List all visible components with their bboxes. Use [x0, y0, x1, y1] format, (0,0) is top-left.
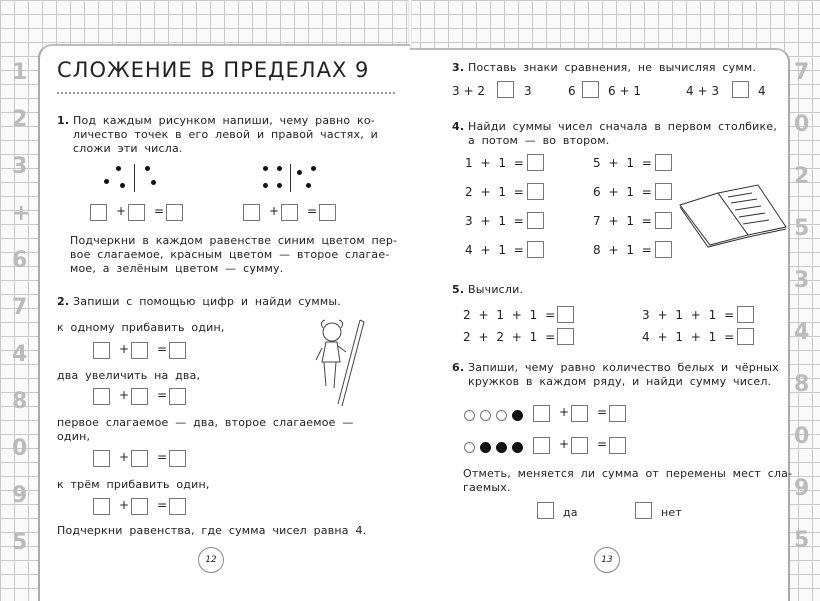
- plus-sign: +: [559, 437, 570, 451]
- answer-box[interactable]: [169, 498, 186, 515]
- plus-sign: +: [119, 342, 130, 356]
- answer-box[interactable]: [533, 437, 550, 454]
- answer-box[interactable]: [655, 183, 672, 200]
- equals-sign: =: [154, 204, 165, 218]
- margin-decor-digit: 7: [12, 295, 28, 320]
- black-circle-icon: [512, 442, 523, 453]
- task2-item: к трём прибавить один,: [57, 478, 210, 491]
- equals-sign: =: [307, 204, 318, 218]
- task6-note: гаемых.: [463, 481, 511, 494]
- compare-left: 6: [568, 84, 576, 98]
- answer-box[interactable]: [571, 437, 588, 454]
- equation-text: 6 + 1 =: [593, 185, 652, 199]
- answer-box[interactable]: [609, 437, 626, 454]
- dotted-divider: [57, 92, 395, 94]
- task2-text: Запиши с помощью цифр и найди суммы.: [73, 295, 341, 308]
- answer-box[interactable]: [571, 405, 588, 422]
- task1-note: мое, а зелёным цветом — сумму.: [70, 262, 284, 275]
- task-number: 3.: [452, 61, 465, 74]
- equation-text: 8 + 1 =: [593, 243, 652, 257]
- answer-box[interactable]: [557, 306, 574, 323]
- task6-note: Отметь, меняется ли сумма от перемены мест сла-: [463, 467, 793, 480]
- equation-text: 7 + 1 =: [593, 214, 652, 228]
- plus-sign: +: [116, 204, 127, 218]
- answer-box[interactable]: [609, 405, 626, 422]
- answer-box[interactable]: [527, 212, 544, 229]
- answer-box[interactable]: [128, 204, 145, 221]
- yes-checkbox[interactable]: [537, 502, 554, 519]
- task2-note: Подчеркни равенства, где сумма чисел равна 4.: [57, 524, 367, 537]
- margin-decor-digit: 4: [794, 320, 810, 345]
- no-checkbox[interactable]: [635, 502, 652, 519]
- answer-box[interactable]: [93, 342, 110, 359]
- plus-sign: +: [559, 405, 570, 419]
- answer-box[interactable]: [737, 306, 754, 323]
- plus-sign: +: [119, 498, 130, 512]
- equation-text: 2 + 1 =: [465, 185, 524, 199]
- margin-decor-digit: 8: [12, 389, 28, 414]
- task2-item: один,: [57, 430, 91, 443]
- equation-text: 4 + 1 =: [465, 243, 524, 257]
- compare-right: 6 + 1: [608, 84, 641, 98]
- answer-box[interactable]: [533, 405, 550, 422]
- answer-box[interactable]: [737, 328, 754, 345]
- answer-box[interactable]: [527, 154, 544, 171]
- task4-text: а потом — во втором.: [468, 134, 610, 147]
- equation-text: 2 + 2 + 1 =: [463, 330, 556, 344]
- white-circle-icon: [464, 442, 475, 453]
- equals-sign: =: [157, 342, 168, 356]
- task-number: 1.: [57, 114, 70, 127]
- task1-text: Под каждым рисунком напиши, чему равно ко-: [73, 114, 375, 127]
- task2-item: первое слагаемое — два, второе слагаемое —: [57, 416, 354, 429]
- equation-text: 5 + 1 =: [593, 156, 652, 170]
- task2-item: к одному прибавить один,: [57, 321, 225, 334]
- answer-box[interactable]: [281, 204, 298, 221]
- equation-text: 2 + 1 + 1 =: [463, 308, 556, 322]
- answer-box[interactable]: [131, 388, 148, 405]
- task-number: 4.: [452, 120, 465, 133]
- answer-box[interactable]: [131, 342, 148, 359]
- white-circle-icon: [480, 410, 491, 421]
- answer-box[interactable]: [655, 241, 672, 258]
- margin-decor-digit: 5: [794, 528, 810, 553]
- answer-box[interactable]: [655, 212, 672, 229]
- margin-decor-digit: 5: [12, 530, 28, 555]
- compare-box[interactable]: [497, 81, 514, 98]
- margin-decor-digit: 0: [12, 436, 28, 461]
- task6-text: кружков в каждом ряду, и найди сумму чисел.: [468, 375, 772, 388]
- margin-decor-digit: 9: [12, 483, 28, 508]
- equals-sign: =: [597, 437, 608, 451]
- answer-box[interactable]: [93, 498, 110, 515]
- margin-decor-digit: 2: [794, 164, 810, 189]
- equals-sign: =: [157, 450, 168, 464]
- open-notebook-illustration: [678, 183, 788, 249]
- white-circle-icon: [496, 410, 507, 421]
- compare-right: 4: [758, 84, 766, 98]
- answer-box[interactable]: [655, 154, 672, 171]
- plus-sign: +: [119, 450, 130, 464]
- equals-sign: =: [157, 498, 168, 512]
- margin-decor-digit: 0: [794, 424, 810, 449]
- equals-sign: =: [157, 388, 168, 402]
- margin-decor-digit: 3: [794, 268, 810, 293]
- task4-text: Найди суммы чисел сначала в первом столбике,: [468, 120, 778, 133]
- margin-decor-digit: 6: [12, 248, 28, 273]
- answer-box[interactable]: [90, 204, 107, 221]
- margin-decor-digit: 2: [12, 107, 28, 132]
- margin-decor-digit: 9: [794, 476, 810, 501]
- equation-text: 3 + 1 =: [465, 214, 524, 228]
- answer-box[interactable]: [166, 204, 183, 221]
- margin-decor-digit: +: [12, 201, 31, 226]
- task6-text: Запиши, чему равно количество белых и чёрных: [468, 361, 779, 374]
- answer-box[interactable]: [169, 450, 186, 467]
- black-circle-icon: [496, 442, 507, 453]
- margin-decor-digit: 0: [794, 112, 810, 137]
- answer-box[interactable]: [527, 241, 544, 258]
- task5-text: Вычисли.: [468, 283, 524, 296]
- page-title: СЛОЖЕНИЕ В ПРЕДЕЛАХ 9: [57, 58, 370, 82]
- margin-decor-digit: 1: [12, 60, 28, 85]
- margin-decor-digit: 8: [794, 372, 810, 397]
- plus-sign: +: [269, 204, 280, 218]
- equals-sign: =: [597, 405, 608, 419]
- compare-box[interactable]: [732, 81, 749, 98]
- task1-note: Подчеркни в каждом равенстве синим цветом пер-: [70, 234, 398, 247]
- compare-box[interactable]: [582, 81, 599, 98]
- answer-box[interactable]: [93, 388, 110, 405]
- white-circle-icon: [464, 410, 475, 421]
- task1-text: личество точек в его левой и правой частях, и: [73, 128, 378, 141]
- answer-box[interactable]: [93, 450, 110, 467]
- equation-text: 4 + 1 + 1 =: [642, 330, 735, 344]
- task-number: 5.: [452, 283, 465, 296]
- compare-left: 3 + 2: [452, 84, 485, 98]
- girl-with-pencil-illustration: [312, 318, 368, 410]
- margin-decor-digit: 4: [12, 342, 28, 367]
- no-label: нет: [661, 506, 682, 519]
- answer-box[interactable]: [169, 342, 186, 359]
- task3-text: Поставь знаки сравнения, не вычисляя сумм.: [468, 61, 757, 74]
- answer-box[interactable]: [557, 328, 574, 345]
- task-number: 2.: [57, 295, 70, 308]
- task1-text: сложи эти числа.: [73, 142, 183, 155]
- margin-decor-digit: 5: [794, 216, 810, 241]
- answer-box[interactable]: [243, 204, 260, 221]
- black-circle-icon: [480, 442, 491, 453]
- yes-label: да: [563, 506, 578, 519]
- answer-box[interactable]: [169, 388, 186, 405]
- task2-item: два увеличить на два,: [57, 369, 201, 382]
- page-number: 13: [594, 547, 620, 573]
- answer-box[interactable]: [131, 450, 148, 467]
- black-circle-icon: [512, 410, 523, 421]
- margin-decor-digit: 7: [794, 60, 810, 85]
- page-number: 12: [198, 547, 224, 573]
- plus-sign: +: [119, 388, 130, 402]
- compare-left: 4 + 3: [686, 84, 719, 98]
- equation-text: 3 + 1 + 1 =: [642, 308, 735, 322]
- answer-box[interactable]: [131, 498, 148, 515]
- margin-decor-digit: 3: [12, 154, 28, 179]
- task1-note: вое слагаемое, красным цветом — второе слагае-: [70, 248, 390, 261]
- answer-box[interactable]: [527, 183, 544, 200]
- equation-text: 1 + 1 =: [465, 156, 524, 170]
- answer-box[interactable]: [319, 204, 336, 221]
- task-number: 6.: [452, 361, 465, 374]
- compare-right: 3: [524, 84, 532, 98]
